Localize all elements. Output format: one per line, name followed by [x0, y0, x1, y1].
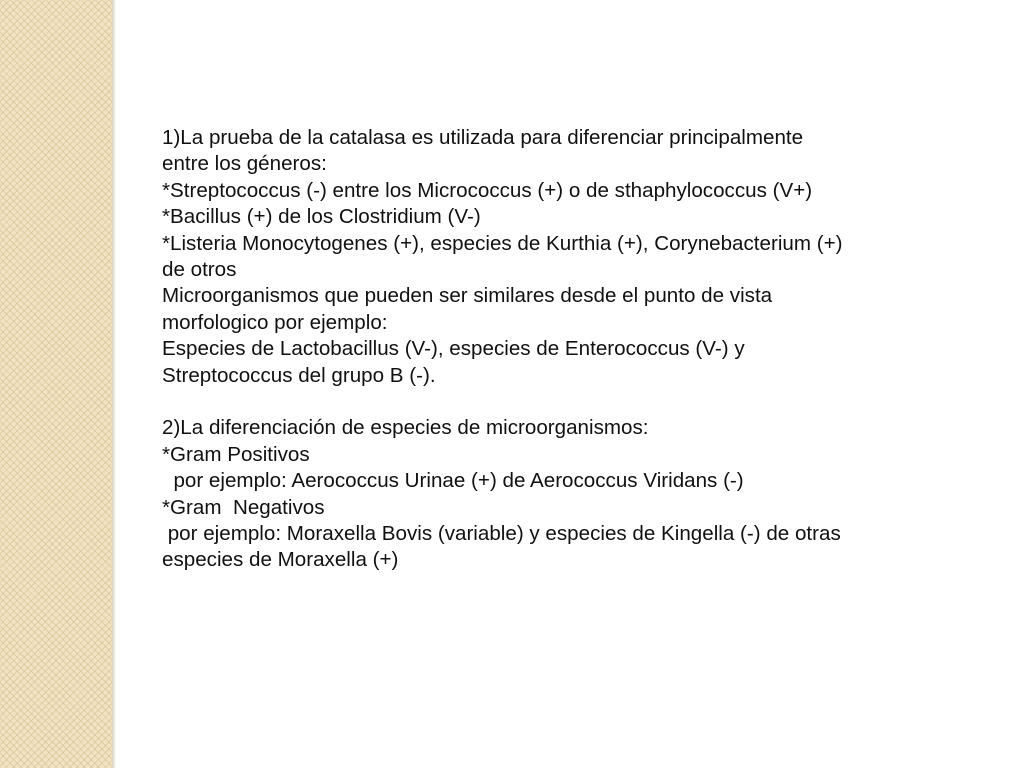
p1-species-line-2: Streptococcus del grupo B (-). — [162, 363, 436, 387]
p2-gram-positive-example: por ejemplo: Aerococcus Urinae (+) de Aerococcus Viridans (-) — [162, 469, 744, 493]
p1-micro-line-1: Microorganismos que pueden ser similares desde el punto de vista — [162, 284, 773, 308]
p1-item-listeria-line-2: de otros — [162, 258, 237, 282]
p2-intro: 2)La diferenciación de especies de microorganismos: — [162, 416, 649, 440]
p2-gram-negative-example-line-2: especies de Moraxella (+) — [162, 548, 399, 572]
p1-species-line-1: Especies de Lactobacillus (V-), especies de Enterococcus (V-) y — [162, 337, 745, 361]
p2-gram-positive-heading: *Gram Positivos — [162, 442, 310, 466]
p2-gram-negative-heading: *Gram Negativos — [162, 495, 325, 519]
p2-gram-negative-example-line-1: por ejemplo: Moraxella Bovis (variable) y especies de Kingella (-) de otras — [162, 522, 841, 546]
paragraph-spacer — [162, 389, 1012, 415]
p1-intro-line-1: 1)La prueba de la catalasa es utilizada para diferenciar principalmente — [162, 126, 804, 149]
p1-item-streptococcus: *Streptococcus (-) entre los Micrococcus (+) o de sthaphylococcus (V+) — [162, 178, 813, 202]
p1-intro-line-2: entre los géneros: — [162, 152, 327, 176]
slide-body-text — [162, 125, 1012, 574]
p1-micro-line-2: morfologico por ejemplo: — [162, 310, 388, 334]
p1-item-listeria-line-1: *Listeria Monocytogenes (+), especies de Kurthia (+), Corynebacterium (+) — [162, 231, 843, 255]
p1-item-bacillus: *Bacillus (+) de los Clostridium (V-) — [162, 205, 481, 229]
decorative-side-band — [0, 0, 112, 768]
side-band-shadow — [112, 0, 116, 768]
